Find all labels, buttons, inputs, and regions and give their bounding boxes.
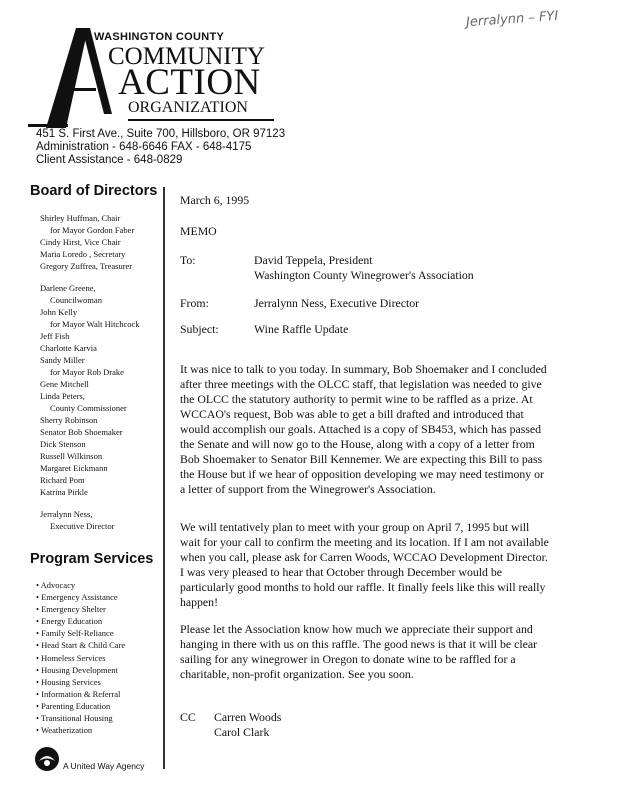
program-item: • Head Start & Child Care: [36, 639, 125, 651]
from-label: From:: [180, 296, 209, 310]
memo-title: MEMO: [180, 224, 217, 238]
board-list: [40, 212, 165, 532]
program-item: • Housing Development: [36, 664, 125, 676]
board-member: Dick Stenson: [40, 439, 86, 449]
cc-label: CC: [180, 710, 196, 724]
board-member: Sandy Miller for Mayor Rob Drake: [40, 355, 124, 377]
subject-value: Wine Raffle Update: [254, 322, 349, 336]
board-member: Jeff Fish: [40, 331, 70, 341]
to-value: David Teppela, President Washington County Winegrower's Association: [254, 253, 474, 282]
united-way-tagline: A United Way Agency: [63, 761, 145, 771]
programs-heading: Program Services: [30, 551, 154, 567]
to-label: To:: [180, 253, 196, 267]
board-member: Charlotte Karvia: [40, 343, 97, 353]
client-line: Client Assistance - 648-0829: [36, 154, 183, 166]
memo-paragraph-3: Please let the Association know how much we appreciate their support and hanging in there with us on this raffle. The good news is that it will be clear sailing for any winegrower in Oregon to donate wine to be raffled for a charitable, non-profit organization. See you soon.: [180, 622, 537, 681]
address-line: 451 S. First Ave., Suite 700, Hillsboro, OR 97123: [36, 128, 286, 140]
memo-paragraph-1: It was nice to talk to you today. In summary, Bob Shoemaker and I concluded after three meetings with the OLCC staff, that legislation was needed to give the OLCC the statutory authority to permit wine to be raffled as a prize. At WCCAO's request, Bob was able to get a bill drafted and introduced that would accomplish our goals. Attached is a copy of SB453, which has passed the Senate and will now go to the House, along with a copy of a letter from Bob Shoemaker to Senator Bill Kennemer. We are expecting this Bill to pass the House but if we hear of opposition developing we may need testimony or a letter of support from the Winegrower's Association.: [180, 362, 547, 496]
org-county: WASHINGTON COUNTY: [94, 31, 225, 43]
program-item: • Weatherization: [36, 724, 125, 736]
board-member: Richard Pom: [40, 475, 85, 485]
board-member: Linda Peters, County Commissioner: [40, 391, 127, 413]
memo-date: March 6, 1995: [180, 193, 250, 207]
memo-paragraph-2: We will tentatively plan to meet with your group on April 7, 1995 but will wait for your call to confirm the meeting and its location. If I am not available when you call, please ask for Carren Woods, WCCAO Development Director. I was very pleased to hear that October through December would be particularly good months to hold our raffle. It finally feels like this will really happen!: [180, 520, 549, 609]
program-item: • Family Self-Reliance: [36, 627, 125, 639]
program-item: • Advocacy: [36, 579, 125, 591]
board-member: John Kelly for Mayor Walt Hitchcock: [40, 307, 140, 329]
board-member: Shirley Huffman, Chair for Mayor Gordon Faber: [40, 213, 135, 235]
program-item: • Information & Referral: [36, 688, 125, 700]
program-item: • Parenting Education: [36, 700, 125, 712]
handwritten-note: Jerralynn – FYI: [465, 8, 559, 31]
board-member: Gregory Zuffrea, Treasurer: [40, 261, 133, 271]
org-community: COMMUNITY: [108, 43, 265, 70]
program-item: • Homeless Services: [36, 652, 125, 664]
admin-line: Administration - 648-6646 FAX - 648-4175: [36, 141, 252, 153]
program-list: [36, 579, 125, 736]
program-item: • Energy Education: [36, 615, 125, 627]
board-member: Gene Mitchell: [40, 379, 89, 389]
board-member: Katrina Pirkle: [40, 487, 88, 497]
program-item: • Transitional Housing: [36, 712, 125, 724]
cc-recipients: Carren Woods Carol Clark: [214, 710, 282, 739]
board-member: Senator Bob Shoemaker: [40, 427, 123, 437]
subject-label: Subject:: [180, 322, 219, 336]
org-organization: ORGANIZATION: [128, 99, 248, 116]
board-member: Maria Loredo , Secretary: [40, 249, 126, 259]
board-member: Darlene Greene, Councilwoman: [40, 283, 102, 305]
board-member: Margaret Eickmann: [40, 463, 108, 473]
program-item: • Housing Services: [36, 676, 125, 688]
org-action: ACTION: [118, 62, 261, 103]
contact-block: [36, 128, 285, 167]
board-member: Cindy Hirst, Vice Chair: [40, 237, 121, 247]
board-heading: Board of Directors: [30, 183, 158, 199]
board-member: Russell Wilkinson: [40, 451, 103, 461]
board-member: Sherry Robinson: [40, 415, 98, 425]
org-rule: [128, 119, 274, 121]
program-item: • Emergency Assistance: [36, 591, 125, 603]
united-way-logo-icon: [34, 746, 60, 772]
from-value: Jerralynn Ness, Executive Director: [254, 296, 420, 310]
program-item: • Emergency Shelter: [36, 603, 125, 615]
executive-director: Jerralynn Ness, Executive Director: [40, 509, 115, 531]
